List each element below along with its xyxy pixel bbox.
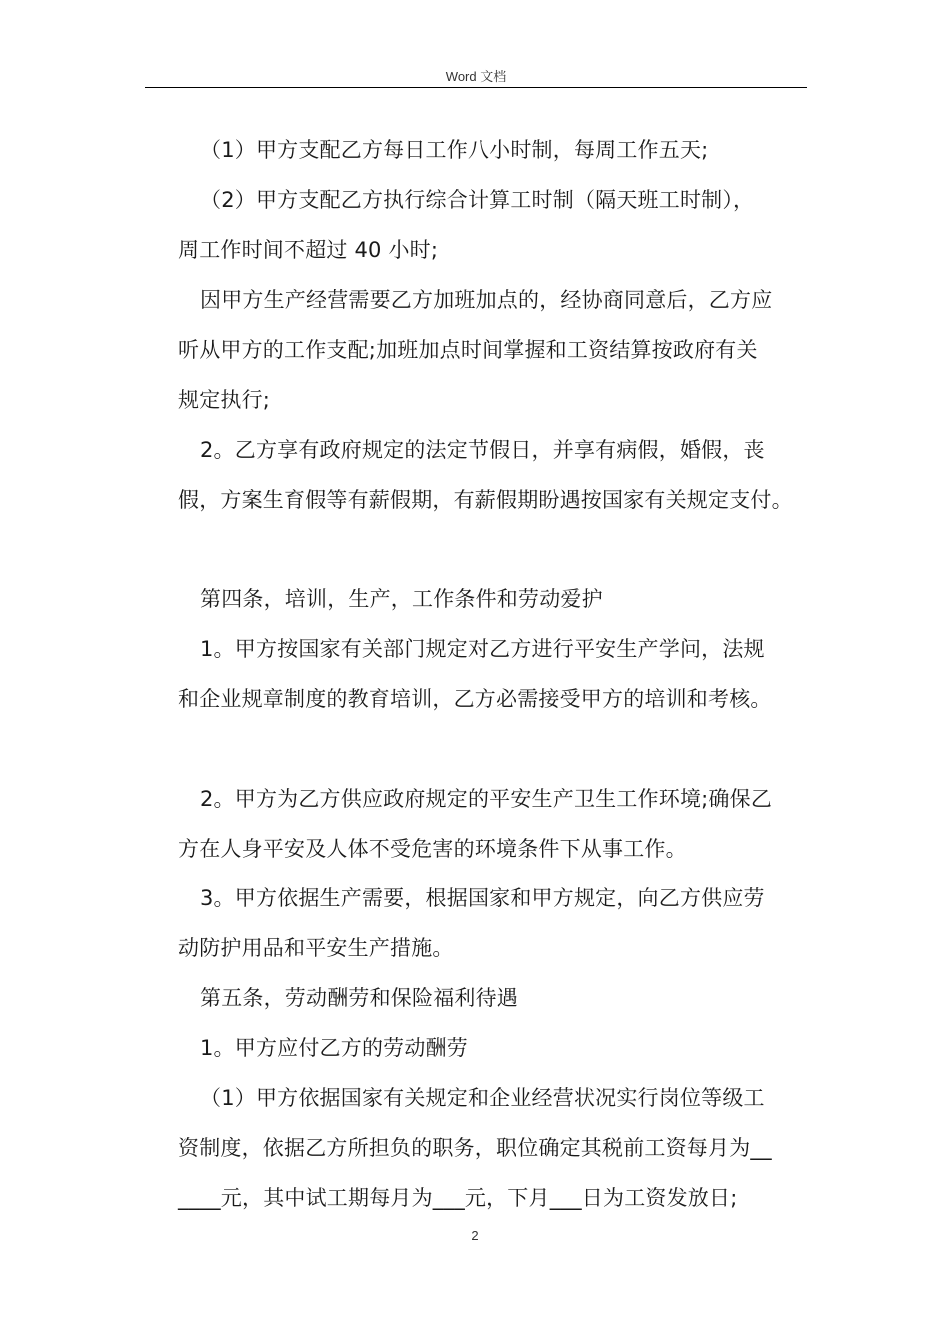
section-heading: 第四条，培训，生产，工作条件和劳动爱护	[200, 587, 603, 611]
text-line: 假，方案生育假等有薪假期，有薪假期盼遇按国家有关规定支付。	[178, 488, 793, 512]
text-line: （2）甲方支配乙方执行综合计算工时制（隔天班工时制），	[200, 188, 755, 212]
text-line: 资制度，依据乙方所担负的职务，职位确定其税前工资每月为__	[178, 1136, 772, 1160]
text-line: （1）甲方依据国家有关规定和企业经营状况实行岗位等级工	[200, 1086, 765, 1110]
text-line: 2。乙方享有政府规定的法定节假日，并享有病假，婚假，丧	[200, 438, 765, 462]
text-line: 1。甲方按国家有关部门规定对乙方进行平安生产学问，法规	[200, 637, 765, 661]
text-line: 动防护用品和平安生产措施。	[178, 936, 454, 960]
text-line: 3。甲方依据生产需要，根据国家和甲方规定，向乙方供应劳	[200, 886, 765, 910]
text-line: 方在人身平安及人体不受危害的环境条件下从事工作。	[178, 837, 687, 861]
text-line: ____元，其中试工期每月为___元，下月___日为工资发放日;	[178, 1186, 738, 1210]
page-number: 2	[471, 1228, 479, 1243]
text-line: 1。甲方应付乙方的劳动酬劳	[200, 1036, 468, 1060]
section-heading: 第五条，劳动酬劳和保险福利待遇	[200, 986, 518, 1010]
text-line: 和企业规章制度的教育培训，乙方必需接受甲方的培训和考核。	[178, 687, 772, 711]
page-header: Word 文档	[445, 69, 507, 84]
text-line: 规定执行;	[178, 388, 271, 412]
text-line: 2。甲方为乙方供应政府规定的平安生产卫生工作环境;确保乙	[200, 787, 773, 811]
text-line: 听从甲方的工作支配;加班加点时间掌握和工资结算按政府有关	[178, 338, 758, 362]
text-line: 周工作时间不超过 40 小时;	[178, 238, 439, 262]
text-line: 因甲方生产经营需要乙方加班加点的，经协商同意后，乙方应	[200, 288, 773, 312]
text-line: （1）甲方支配乙方每日工作八小时制，每周工作五天;	[200, 138, 709, 162]
header-rule	[145, 87, 807, 88]
